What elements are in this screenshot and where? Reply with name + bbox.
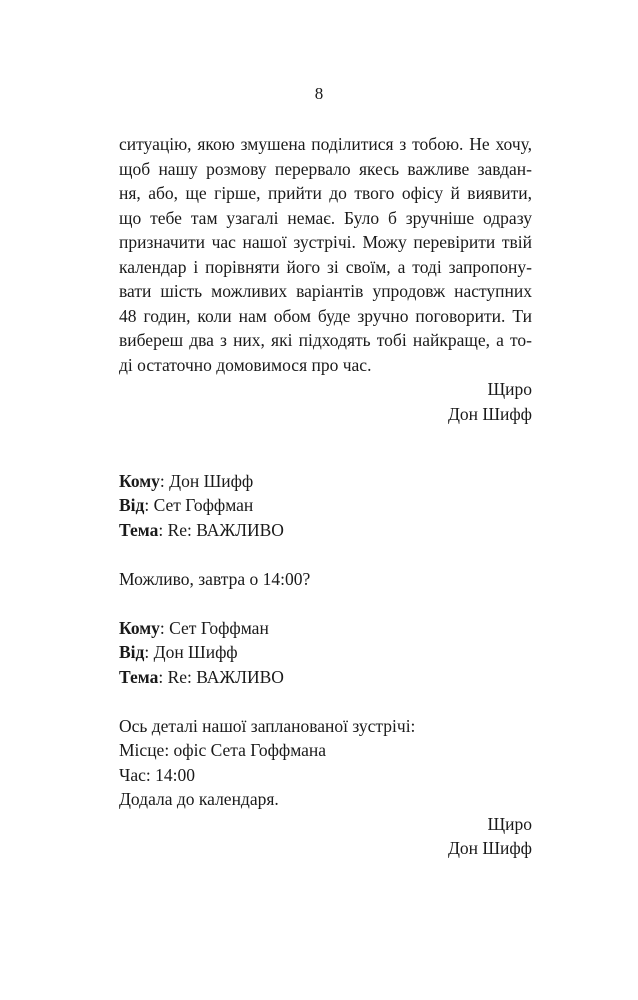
email-body: Можливо, завтра о 14:00? [119,568,311,589]
email-subject-label: Тема [119,666,159,687]
paragraph-line: 48 годин, коли нам обом буде зручно поговорити. Ти [119,305,532,326]
email-body-line: Додала до календаря. [119,789,279,809]
page-number: 8 [314,84,324,103]
paragraph-line: щоб нашу розмову перервало якесь важливе завдан- [119,158,532,179]
closing: Щиро [487,379,532,399]
email-from-label: Від [119,642,145,662]
spacer [119,689,532,714]
signature: Дон Шифф [447,403,532,424]
spacer [119,591,532,616]
email-body-line: Ось деталі нашої запланованої зустрічі: [119,715,416,736]
email-header-1 [119,469,532,543]
email-subject [119,665,532,690]
closing: Щиро [487,813,532,834]
paragraph-line: вати шість можливих варіантів упродовж наступних [119,281,532,301]
email-from [119,640,532,665]
email-subject [119,518,532,543]
email-body-2 [119,714,532,861]
email-to-label: Кому [119,470,160,491]
email-subject-value: : Re: ВАЖЛИВО [158,666,284,687]
paragraph-line: ня, або, ще гірше, прийти до твого офісу й виявити, [119,183,532,203]
email-from-value: : Сет Гоффман [144,495,254,515]
email-to-value: : Сет Гоффман [159,617,269,638]
email-to [119,616,532,641]
email-to-label: Кому [119,617,160,638]
paragraph-line: вибереш два з них, які підходять тобі найкраще, а то- [119,330,532,350]
paragraph-line: ді остаточно домовимося про час. [119,354,372,375]
email-subject-value: : Re: ВАЖЛИВО [158,519,284,540]
email-header-2 [119,616,532,690]
spacer [119,542,532,567]
email-from-label: Від [119,495,145,515]
email-subject-label: Тема [119,519,159,540]
letter-continuation [119,132,532,426]
paragraph-line: що тебе там узагалі немає. Було б зручніше одразу [119,207,532,228]
spacer [119,451,532,469]
email-from [119,493,532,518]
paragraph-line: призначити час нашої зустрічі. Можу перевірити твій [119,232,532,252]
paragraph-line: календар і порівняти його зі своїм, а тоді запропону- [119,256,532,277]
paragraph-line: ситуацію, якою змушена поділитися з тобою. Не хочу, [119,134,532,154]
email-to [119,469,532,494]
page-body [119,132,532,861]
spacer [119,426,532,451]
email-body-line: Час: 14:00 [119,764,196,785]
email-to-value: : Дон Шифф [159,470,254,491]
email-from-value: : Дон Шифф [144,642,238,662]
signature: Дон Шифф [447,838,532,858]
email-body-line: Місце: офіс Сета Гоффмана [119,740,327,760]
